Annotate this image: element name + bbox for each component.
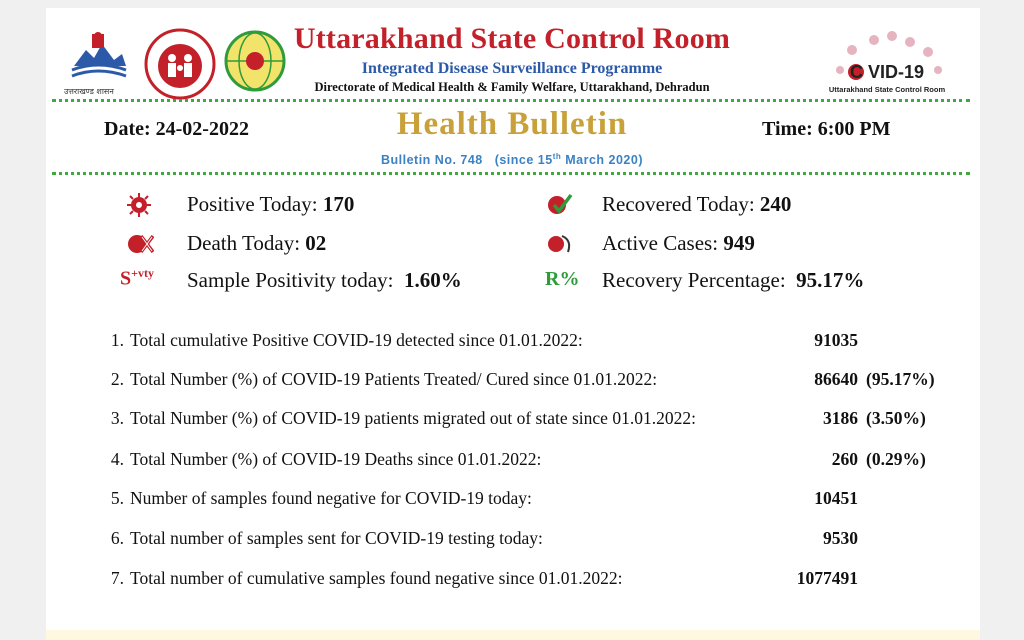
row-number: 3. [110,408,124,428]
sample-positivity-value: 1.60% [404,268,462,292]
row-text: Total Number (%) of COVID-19 Deaths since 01.01.2022: [130,449,542,469]
row-number: 5. [110,488,124,508]
bulletin-number: Bulletin No. 748 [380,153,483,168]
bulletin-number-line [0,152,1024,167]
row-text: Total number of cumulative samples found negative since 01.01.2022: [130,568,623,588]
row-text: Total Number (%) of COVID-19 Patients Treated/ Cured since 01.01.2022: [130,369,658,389]
recovered-today-label: Recovered Today: [602,192,760,216]
row-text: Total number of samples sent for COVID-19 testing today: [130,528,543,548]
row-number: 2. [110,369,124,389]
sample-positivity-badge-sup: +vty [131,266,154,280]
left-logo-caption: उत्तराखण्ड शासन [64,87,114,96]
bulletin-since-sup: th [552,152,562,161]
row-value: 260 [831,449,858,469]
recovery-percentage [602,268,864,293]
row-text: Number of samples found negative for COVID-19 today: [130,488,532,508]
bulletin-since-prefix: (since 15 [494,153,553,168]
positive-today [187,192,354,217]
bulletin-time: Time: 6:00 PM [762,118,891,140]
table-row [0,528,1024,552]
recovery-percentage-label: Recovery Percentage: [602,268,797,292]
active-cases-value: 949 [723,231,755,255]
recovered-today [602,192,791,217]
table-row [0,408,1024,432]
positive-today-value: 170 [322,192,355,216]
row-value: 86640 [814,369,858,389]
row-text: Total Number (%) of COVID-19 patients migrated out of state since 01.01.2022: [130,408,696,428]
sample-positivity [187,268,462,293]
sample-positivity-badge-letter: S [120,267,132,290]
programme-subtitle: Integrated Disease Surveillance Programme [361,60,663,77]
recovery-percentage-value: 95.17% [796,268,865,292]
row-text: Total cumulative Positive COVID-19 detected since 01.01.2022: [130,330,583,350]
recovered-virus-icon [544,191,574,219]
row-percent: (0.29%) [866,449,926,469]
dotted-divider-bottom [52,172,970,175]
row-number: 1. [110,330,124,350]
table-row [0,449,1024,473]
table-row [0,369,1024,393]
covid-logo-subtext: Uttarakhand State Control Room [828,85,946,94]
death-today-value: 02 [305,231,327,255]
row-value: 3186 [823,408,858,428]
active-virus-icon [544,230,574,258]
positive-virus-icon [124,191,154,219]
sample-positivity-badge [120,266,154,291]
table-row [0,330,1024,354]
bulletin-since-suffix: March 2020) [561,153,643,168]
positive-today-label: Positive Today: [187,192,323,216]
death-today-label: Death Today: [187,231,306,255]
row-percent: (95.17%) [866,369,935,389]
page-bottom-strip [46,630,980,640]
dotted-divider-top [52,99,970,102]
page-title: Uttarakhand State Control Room [293,22,731,55]
bulletin-date: Date: 24-02-2022 [104,118,249,140]
table-row [0,488,1024,512]
active-cases-label: Active Cases: [602,231,724,255]
table-row [0,568,1024,592]
row-percent: (3.50%) [866,408,926,428]
bulletin-heading: Health Bulletin [396,106,628,142]
recovered-today-value: 240 [759,192,792,216]
row-number: 7. [110,568,124,588]
row-value: 9530 [823,528,858,548]
active-cases [602,231,755,256]
row-number: 6. [110,528,124,548]
recovery-percentage-badge: R% [545,268,580,290]
death-virus-icon [124,230,154,258]
row-value: 91035 [814,330,858,350]
row-number: 4. [110,449,124,469]
death-today [187,231,326,256]
row-value: 1077491 [796,568,858,588]
covid-logo-text: C VID-19 [849,62,925,82]
sample-positivity-label: Sample Positivity today: [187,268,405,292]
directorate-line: Directorate of Medical Health & Family Welfare, Uttarakhand, Dehradun [314,80,710,94]
row-value: 10451 [814,488,858,508]
